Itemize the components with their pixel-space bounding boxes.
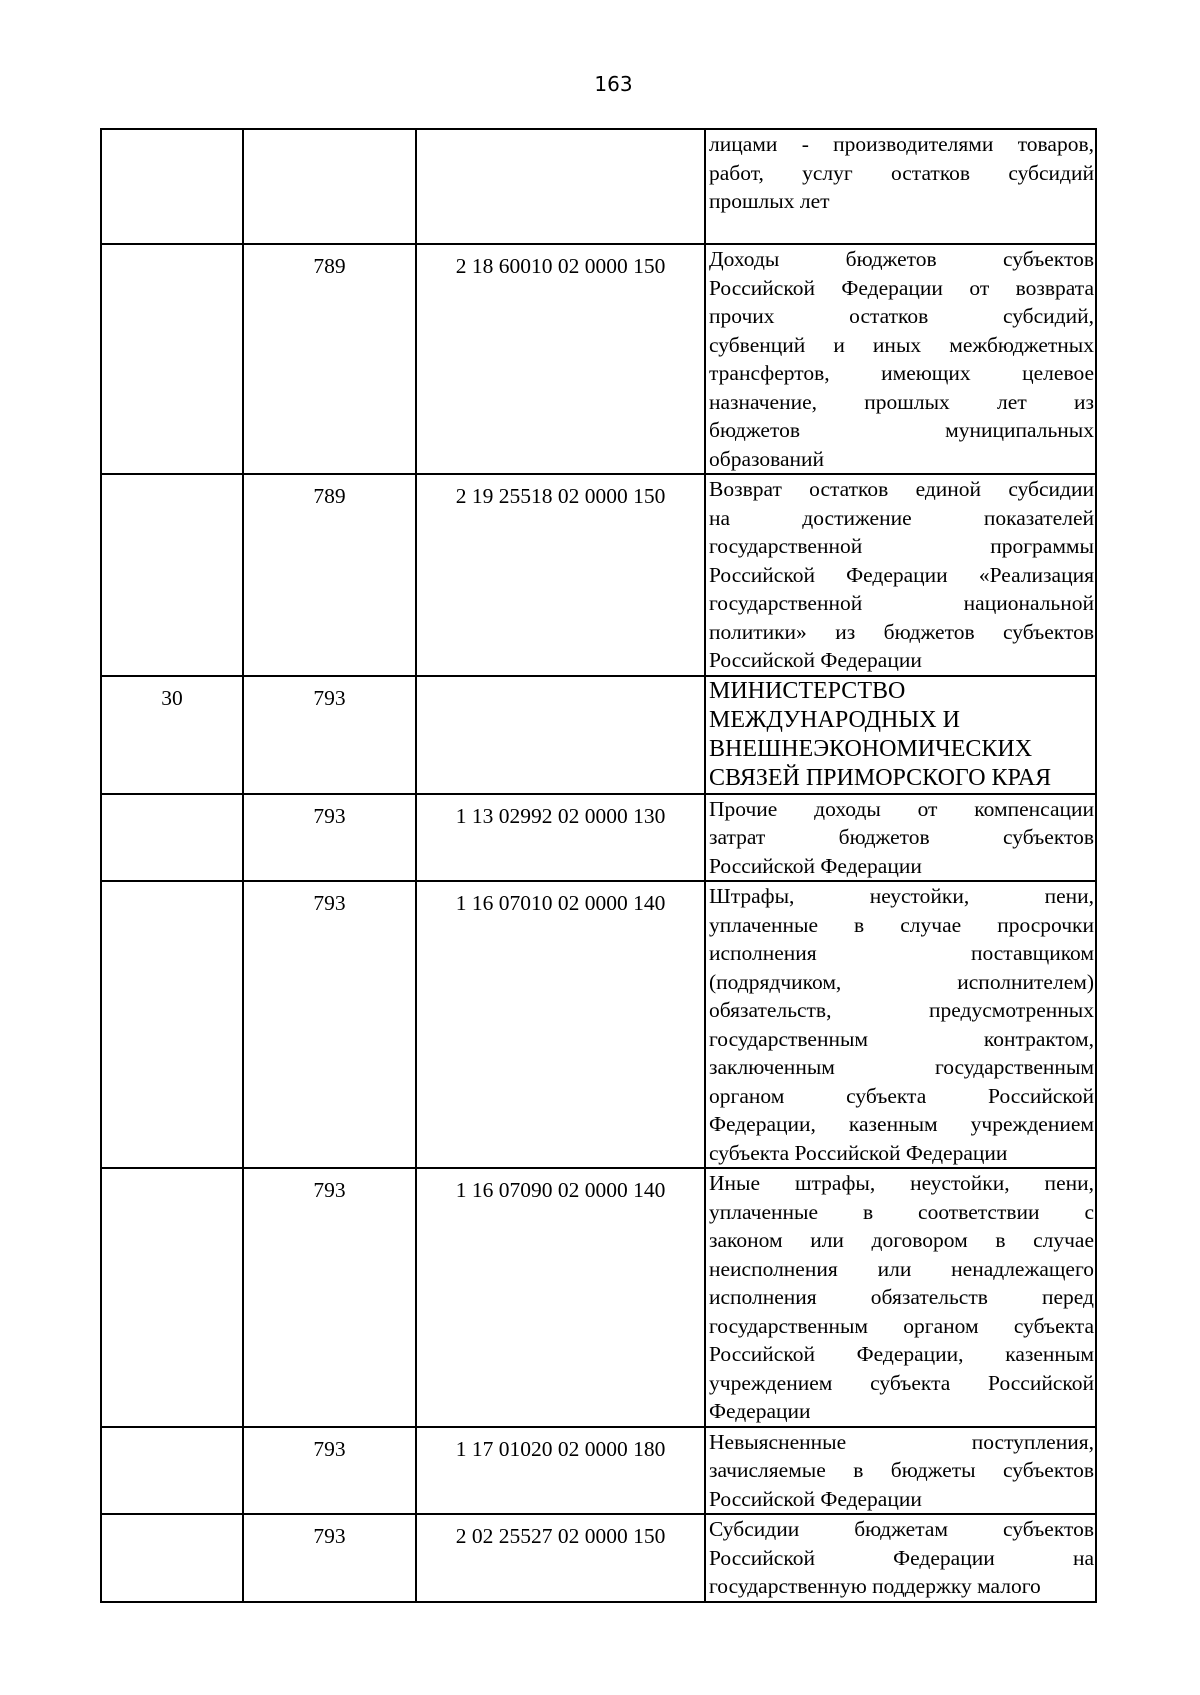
description-line: Штрафы, неустойки, пени,	[709, 884, 1094, 908]
description-cell	[705, 1427, 1096, 1515]
description-line: Иные штрафы, неустойки, пени,	[709, 1171, 1094, 1195]
description-line: Федерации, казенным учреждением	[709, 1112, 1094, 1136]
admin-code-cell: 793	[243, 676, 416, 794]
row-number-cell	[101, 1427, 243, 1515]
description-line: МЕЖДУНАРОДНЫХ И	[709, 706, 960, 733]
description-line: Российской Федерации	[709, 648, 922, 672]
description-line: государственным органом субъекта	[709, 1313, 1094, 1338]
description-line: бюджетов муниципальных	[709, 418, 1094, 442]
admin-code-cell: 789	[243, 244, 416, 474]
budget-code-cell: 1 17 01020 02 0000 180	[416, 1427, 705, 1515]
description-line: Российской Федерации «Реализация	[709, 562, 1094, 587]
description-line: обязательств, предусмотренных	[709, 998, 1094, 1022]
description-line: Субсидии бюджетам субъектов	[709, 1517, 1094, 1541]
description-line: государственную поддержку малого	[709, 1574, 1041, 1598]
description-cell	[705, 794, 1096, 882]
budget-code-cell: 2 19 25518 02 0000 150	[416, 474, 705, 676]
description-cell	[705, 244, 1096, 474]
description-cell	[705, 676, 1096, 794]
description-line: МИНИСТЕРСТВО	[709, 677, 906, 704]
table-row	[101, 1168, 1096, 1427]
row-number-cell	[101, 244, 243, 474]
description-cell	[705, 1514, 1096, 1602]
revenue-table	[100, 128, 1097, 1603]
row-number-cell	[101, 881, 243, 1168]
description-line: исполнения поставщиком	[709, 941, 1094, 965]
description-line: (подрядчиком, исполнителем)	[709, 969, 1094, 994]
row-number-cell	[101, 1514, 243, 1602]
page-number: 163	[594, 72, 633, 96]
description-line: на достижение показателей	[709, 505, 1094, 530]
description-line: субъекта Российской Федерации	[709, 1140, 1008, 1165]
description-line: Прочие доходы от компенсации	[709, 796, 1094, 821]
description-line: Федерации	[709, 1399, 811, 1423]
table-row	[101, 129, 1096, 244]
description-line: назначение, прошлых лет из	[709, 389, 1094, 414]
admin-code-cell: 793	[243, 1514, 416, 1602]
description-cell	[705, 1168, 1096, 1427]
description-line: Российской Федерации от возврата	[709, 275, 1094, 300]
table-row	[101, 676, 1096, 794]
budget-code-cell	[416, 129, 705, 244]
description-line: Возврат остатков единой субсидии	[709, 477, 1094, 501]
description-line: уплаченные в соответствии с	[709, 1199, 1094, 1224]
admin-code-cell	[243, 129, 416, 244]
description-line: субвенций и иных межбюджетных	[709, 332, 1094, 357]
description-line: заключенным государственным	[709, 1055, 1094, 1079]
budget-code-cell	[416, 676, 705, 794]
description-line: Российской Федерации, казенным	[709, 1342, 1094, 1366]
description-cell	[705, 129, 1096, 244]
table-row	[101, 881, 1096, 1168]
description-line: органом субъекта Российской	[709, 1083, 1094, 1108]
row-number-cell	[101, 474, 243, 676]
description-cell	[705, 474, 1096, 676]
admin-code-cell: 793	[243, 881, 416, 1168]
admin-code-cell: 793	[243, 794, 416, 882]
table-row	[101, 1514, 1096, 1602]
description-line: законом или договором в случае	[709, 1228, 1094, 1252]
description-line: Российской Федерации на	[709, 1545, 1094, 1570]
row-number-cell	[101, 794, 243, 882]
description-line: государственной программы	[709, 534, 1094, 558]
description-line: государственной национальной	[709, 591, 1094, 615]
description-line: прочих остатков субсидий,	[709, 304, 1094, 328]
description-line: СВЯЗЕЙ ПРИМОРСКОГО КРАЯ	[709, 764, 1052, 791]
row-number-cell	[101, 129, 243, 244]
table-row	[101, 474, 1096, 676]
budget-code-cell: 2 18 60010 02 0000 150	[416, 244, 705, 474]
description-line: трансфертов, имеющих целевое	[709, 361, 1094, 385]
description-line: Доходы бюджетов субъектов	[709, 247, 1094, 271]
description-line: работ, услуг остатков субсидий	[709, 160, 1094, 185]
description-line: Российской Федерации	[709, 1486, 922, 1511]
description-line: учреждением субъекта Российской	[709, 1370, 1094, 1395]
description-line: образований	[709, 446, 825, 471]
description-line: затрат бюджетов субъектов	[709, 825, 1094, 849]
budget-code-cell: 1 13 02992 02 0000 130	[416, 794, 705, 882]
row-number-cell: 30	[101, 676, 243, 794]
description-line: политики» из бюджетов субъектов	[709, 619, 1094, 644]
admin-code-cell: 793	[243, 1168, 416, 1427]
row-number-cell	[101, 1168, 243, 1427]
description-line: зачисляемые в бюджеты субъектов	[709, 1458, 1094, 1482]
admin-code-cell: 789	[243, 474, 416, 676]
budget-code-cell: 1 16 07090 02 0000 140	[416, 1168, 705, 1427]
description-line: Российской Федерации	[709, 853, 922, 878]
table-row	[101, 794, 1096, 882]
description-cell	[705, 881, 1096, 1168]
description-line: прошлых лет	[709, 189, 830, 213]
description-line: Невыясненные поступления,	[709, 1429, 1094, 1454]
description-line: уплаченные в случае просрочки	[709, 912, 1094, 937]
description-line: государственным контрактом,	[709, 1026, 1094, 1051]
budget-code-cell: 1 16 07010 02 0000 140	[416, 881, 705, 1168]
description-line: неисполнения или ненадлежащего	[709, 1256, 1094, 1281]
budget-code-cell: 2 02 25527 02 0000 150	[416, 1514, 705, 1602]
table-row	[101, 1427, 1096, 1515]
admin-code-cell: 793	[243, 1427, 416, 1515]
table-row	[101, 244, 1096, 474]
description-line: исполнения обязательств перед	[709, 1285, 1094, 1309]
description-line: лицами - производителями товаров,	[709, 132, 1094, 156]
description-line: ВНЕШНЕЭКОНОМИЧЕСКИХ	[709, 735, 1033, 762]
